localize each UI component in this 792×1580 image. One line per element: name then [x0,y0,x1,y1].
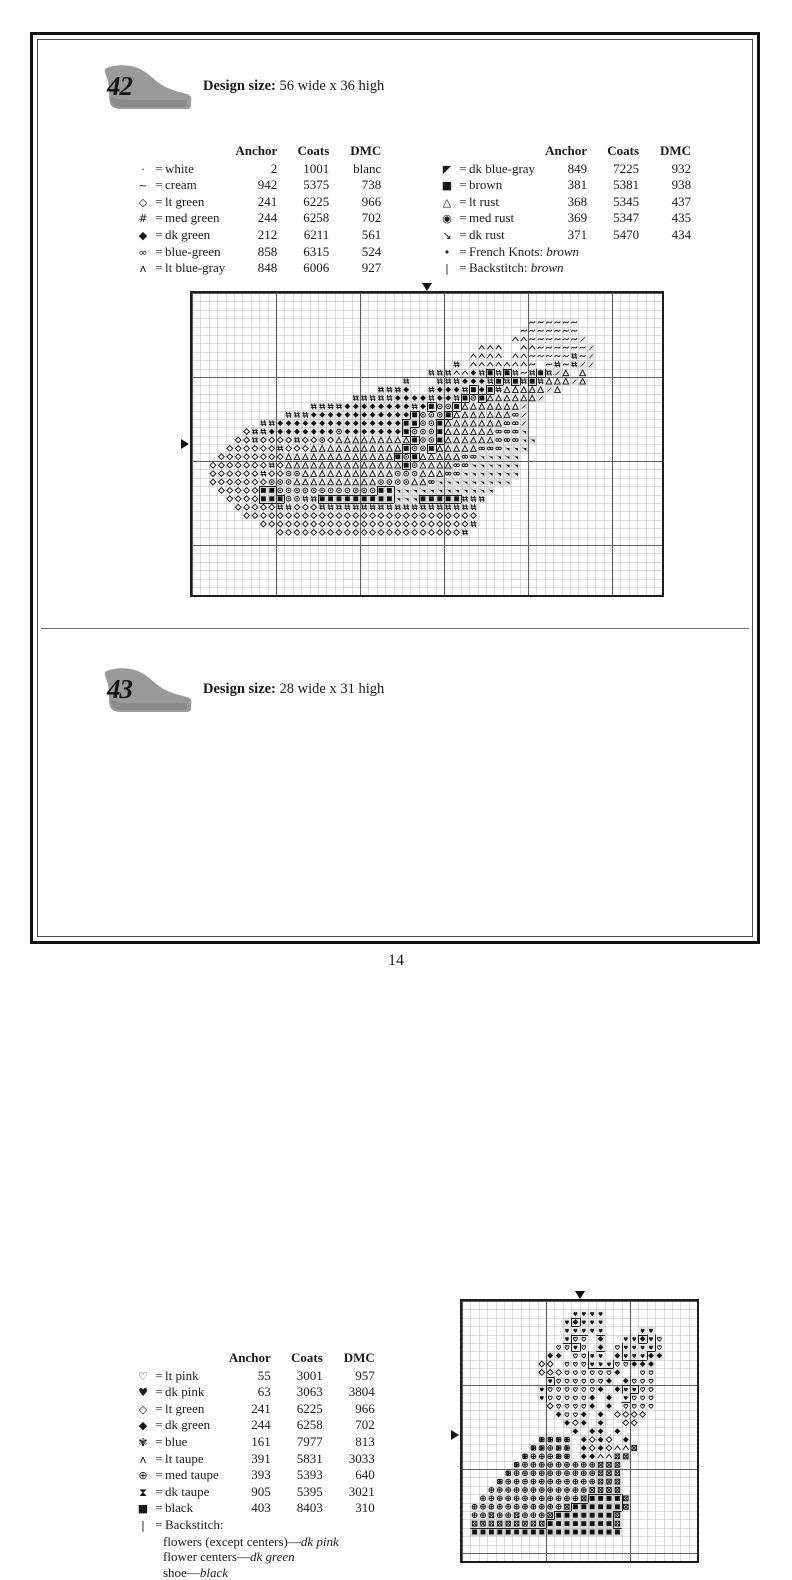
french-knots-label: French Knots: [469,243,544,259]
design-size-43 [203,681,384,700]
color-name: med rust [469,210,515,226]
col-dmc: DMC [350,143,382,158]
col-dmc: DMC [343,1350,375,1365]
symbol-tilde: ~ [138,179,148,193]
legend-row: ◤ = dk blue-gray 849 7225 932 [437,161,691,178]
legend-note-row: | = Backstitch: brown [437,260,691,277]
legend-row: ʌ = lt taupe 391 5831 3033 [133,1451,375,1468]
legend-row: ◆ = dk green 212 6211 561 [133,227,381,244]
color-name: lt blue-gray [165,260,226,276]
symbol-arrow-se: ↘ [442,228,452,242]
legend-row: ◇ = lt green 241 6225 966 [133,1401,375,1418]
symbol-diamond-open: ◇ [138,195,148,209]
symbol-backstitch: | [445,262,449,276]
legend-header-row [133,143,381,161]
symbol-white-dot: · [141,162,145,176]
legend-note-row: | = Backstitch: [133,1517,375,1534]
color-name: dk blue-gray [469,160,536,176]
legend-subnote-row [133,1534,375,1580]
symbol-triangle-open: △ [442,195,452,209]
design-size-42 [203,78,384,97]
color-name: med taupe [165,1467,219,1483]
legend-row: ✾ = blue 161 7977 813 [133,1434,375,1451]
color-name: brown [469,177,503,193]
chart-42-canvas [192,293,662,595]
legend-table [437,143,691,277]
color-name: lt green [165,193,205,209]
color-name: dk green [165,226,211,242]
legend-row: ↘ = dk rust 371 5470 434 [437,227,691,244]
legend-row: ⧗ = dk taupe 905 5395 3021 [133,1484,375,1501]
color-name: lt rust [469,193,499,209]
col-coats: Coats [297,143,330,158]
backstitch-value: brown [530,260,564,276]
design-size-value: 56 wide x 36 high [279,77,385,94]
backstitch-detail: flower centers—dk green [163,1549,295,1565]
color-name: blue-green [165,243,221,259]
chart-43-wrap [460,1299,699,1563]
legend-table [133,1350,375,1580]
legend-row: ʌ = lt blue-gray 848 6006 927 [133,260,381,277]
chart-42-wrap [190,291,664,597]
design-size-label: Design size: [203,680,276,697]
legend-row: ~ = cream 942 5375 738 [133,177,381,194]
legend-table [133,143,381,277]
legend-header-row [133,1350,375,1368]
legend-row: ♥ = dk pink 63 3063 3804 [133,1384,375,1401]
symbol-square-solid: ■ [441,179,453,193]
legend-row: · = white 2 1001 blanc [133,161,381,178]
color-name: blue [165,1433,188,1449]
color-name: black [165,1500,194,1516]
center-marker-top-icon [422,283,432,291]
center-marker-left-icon [451,1430,459,1440]
color-name: dk pink [165,1384,205,1400]
color-name: med green [165,210,220,226]
col-anchor: Anchor [545,143,588,158]
color-name: white [165,160,194,176]
color-name: lt pink [165,1367,199,1383]
col-anchor: Anchor [235,143,278,158]
symbol-knot-dot: • [443,245,451,259]
center-marker-top-icon [575,1291,585,1299]
design-block-42 [33,35,763,628]
legend-row: ∞ = blue-green 858 6315 524 [133,244,381,261]
col-dmc: DMC [660,143,692,158]
legend-42-left [133,143,381,277]
legend-row: ◇ = lt green 241 6225 966 [133,194,381,211]
symbol-circle-dot: ◉ [442,212,452,226]
symbol-circle-plus: ⊕ [138,1469,148,1483]
legend-row: △ = lt rust 368 5345 437 [437,194,691,211]
design-43-header [101,666,384,714]
color-name: cream [165,177,197,193]
symbol-caret: ʌ [139,262,147,276]
symbol-backstitch: | [141,1518,145,1532]
design-43-chart[interactable] [460,1299,699,1563]
backstitch-label: Backstitch: [165,1516,224,1532]
shoe-icon [101,666,193,714]
legend-header-row [437,143,691,161]
design-42-header [101,63,384,111]
symbol-diamond-solid: ◆ [138,228,148,242]
color-name: dk green [165,1417,211,1433]
symbol-swoosh: ◤ [442,162,452,176]
design-number: 42 [107,71,132,101]
legend-row: # = med green 244 6258 702 [133,210,381,227]
center-marker-left-icon [181,439,189,449]
symbol-heart-open: ♡ [138,1369,148,1383]
page-number: 14 [388,952,404,969]
color-name: lt taupe [165,1450,204,1466]
design-42-chart[interactable] [190,291,664,597]
design-number: 43 [107,674,132,704]
symbol-square-solid: ■ [137,1502,149,1516]
backstitch-detail: shoe—black [163,1564,228,1580]
backstitch-label: Backstitch: [469,260,528,276]
legend-row: ⊕ = med taupe 393 5393 640 [133,1467,375,1484]
backstitch-detail: flowers (except centers)—dk pink [163,1533,339,1549]
shoe-icon [101,63,193,111]
color-name: dk rust [469,226,505,242]
legend-42-right [437,143,691,277]
symbol-hourglass: ⧗ [139,1485,147,1499]
legend-row: ◉ = med rust 369 5347 435 [437,210,691,227]
chart-43-canvas [462,1301,697,1561]
legend-row: ◆ = dk green 244 6258 702 [133,1417,375,1434]
french-knots-value: brown [546,243,580,259]
symbol-flower: ✾ [138,1435,148,1449]
symbol-heart-solid: ♥ [138,1386,148,1400]
design-size-value: 28 wide x 31 high [279,680,385,697]
symbol-hash: # [138,212,148,226]
design-size-label: Design size: [203,77,276,94]
legend-row: ■ = brown 381 5381 938 [437,177,691,194]
col-coats: Coats [291,1350,323,1365]
color-name: dk taupe [165,1483,210,1499]
symbol-diamond-open: ◇ [138,1402,148,1416]
legend-row: ♡ = lt pink 55 3001 957 [133,1368,375,1385]
col-anchor: Anchor [228,1350,271,1365]
legend-43 [133,1350,375,1580]
legend-row: ■ = black 403 8403 310 [133,1500,375,1517]
symbol-caret: ʌ [139,1452,147,1466]
color-name: lt green [165,1400,205,1416]
symbol-infinity: ∞ [138,245,148,259]
col-coats: Coats [607,143,640,158]
legend-note-row: • = French Knots: brown [437,244,691,261]
symbol-diamond-solid: ◆ [138,1419,148,1433]
